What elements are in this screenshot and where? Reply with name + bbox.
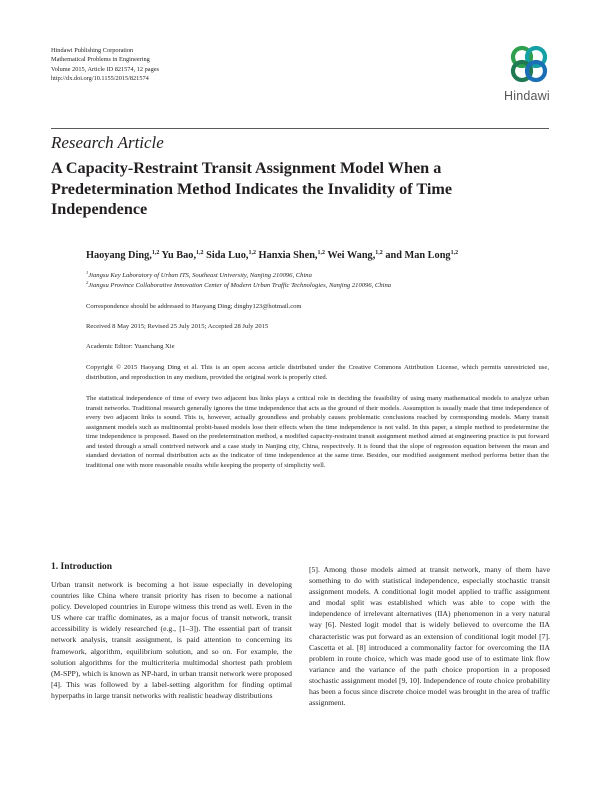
author: Hanxia Shen,$^{1,2}$ <box>255 250 325 261</box>
volume-line: Volume 2015, Article ID 821574, 12 pages <box>51 65 159 73</box>
affiliation-2: $^2$Jiangsu Province Collaborative Innovation Center of Modern Urban Traffic Technologies, Nanjing 210096, China <box>86 280 392 289</box>
article-type: Research Article <box>51 133 164 152</box>
header-rule <box>51 128 549 129</box>
author: Sida Luo,$^{1,2}$ <box>203 250 256 261</box>
author: Wei Wang,$^{1,2}$ <box>325 250 383 261</box>
author: Yu Bao,$^{1,2}$ <box>159 250 204 261</box>
publisher-line: Hindawi Publishing Corporation <box>51 47 134 54</box>
paper-title: A Capacity-Restraint Transit Assignment Model When a Predetermination Method Indicates the Invalidity of Time Independence <box>51 159 453 218</box>
copyright-notice: Copyright © 2015 Haoyang Ding et al. This is an open access article distributed under the Creative Commons Attribution License, which permits unrestricted use, distribution, and reproduction in any medium, provided the original work is properly cited. <box>86 364 549 381</box>
body-column-left <box>51 579 292 701</box>
hindawi-logo <box>500 44 558 104</box>
doi-link[interactable]: http://dx.doi.org/10.1155/2015/821574 <box>51 75 149 83</box>
body-column-right <box>309 564 550 708</box>
journal-line: Mathematical Problems in Engineering <box>51 56 150 64</box>
author-list <box>86 250 458 261</box>
paragraph: [5]. Among those models aimed at transit network, many of them have something to do with statistical independence, especially stochastic transit assignment models. A conditional logit model applied to traffic assignment and modal split was established which was able to cope with the independence of irrelevant alternatives (IIA) phenomenon in a very natural way [6]. Nested logit model that is widely believed to overcome the IIA characteristic was put forward as an extension of conditional logit model [7]. Cascetta et al. [8] introduced a commonality factor for overcoming the IIA problem in route choice, which was made good use of to estimate link flow variance and the variance of the path choice proportion in a proposed stochastic assignment model [9, 10]. Independence of route choice probability has been a focus since discrete choice model was brought in the area of traffic assignment. <box>309 565 550 708</box>
author: Haoyang Ding,$^{1,2}$ <box>86 250 160 261</box>
hindawi-logo-icon <box>500 44 558 88</box>
logo-wordmark: Hindawi <box>504 89 550 103</box>
affiliation-1: $^1$Jiangsu Key Laboratory of Urban ITS, Southeast University, Nanjing 210096, China <box>86 270 312 279</box>
journal-header <box>51 46 159 84</box>
abstract: The statistical independence of time of every two adjacent bus links plays a critical role in deciding the feasibility of using many mathematical models to analyze urban transit networks. Traditional research generally ignores the time independence that acts as the ground of their models. Assumption is usually made that time independence of every two adjacent links is sound. This is, however, actually groundless and probably causes problematic conclusions reached by corresponding models. Many transit assignment models such as multinomial probit-based models lose their effects when the time independence is not valid. In this paper, a simple method to predetermine the time independence is proposed. Based on the predetermination method, a modified capacity-restraint transit assignment method aimed at engineering practice is put forward and tested through a small contrived network and a case study in Nanjing city, China, respectively. It is found that the slope of regression equation between the mean and standard deviation of normal distribution acts as the indicator of time independence at the same time. Besides, our modified assignment method performs better than the traditional one with more reasonable results while keeping the property of simplicity well. <box>86 395 549 469</box>
correspondence: Correspondence should be addressed to Haoyang Ding; dinghy123@hotmail.com <box>86 303 302 310</box>
section-heading: 1. Introduction <box>51 562 113 572</box>
paragraph: Urban transit network is becoming a hot issue especially in developing countries like China where transit priority has risen to become a national policy. Developed countries in Europe witness this trend as well. Even in the US where car traffic dominates, as a major focus of transit network, transit accessibility is widely researched (e.g., [1–3]). The essential part of transit network analysis, transit assignment, is paid attention to concerning its framework, algorithm, equilibrium solution, and so on. For example, the solution algorithms for the multicriteria multimodal shortest path problem (M-SPP), which is known as NP-hard, in urban transit network were proposed [4]. This was followed by a label-setting algorithm for finding optimal hyperpaths in large transit networks with realistic headway distributions <box>51 580 292 700</box>
received-dates: Received 8 May 2015; Revised 25 July 2015; Accepted 28 July 2015 <box>86 323 269 330</box>
academic-editor: Academic Editor: Yuanchang Xie <box>86 343 175 350</box>
author: and Man Long$^{1,2}$ <box>382 250 459 261</box>
